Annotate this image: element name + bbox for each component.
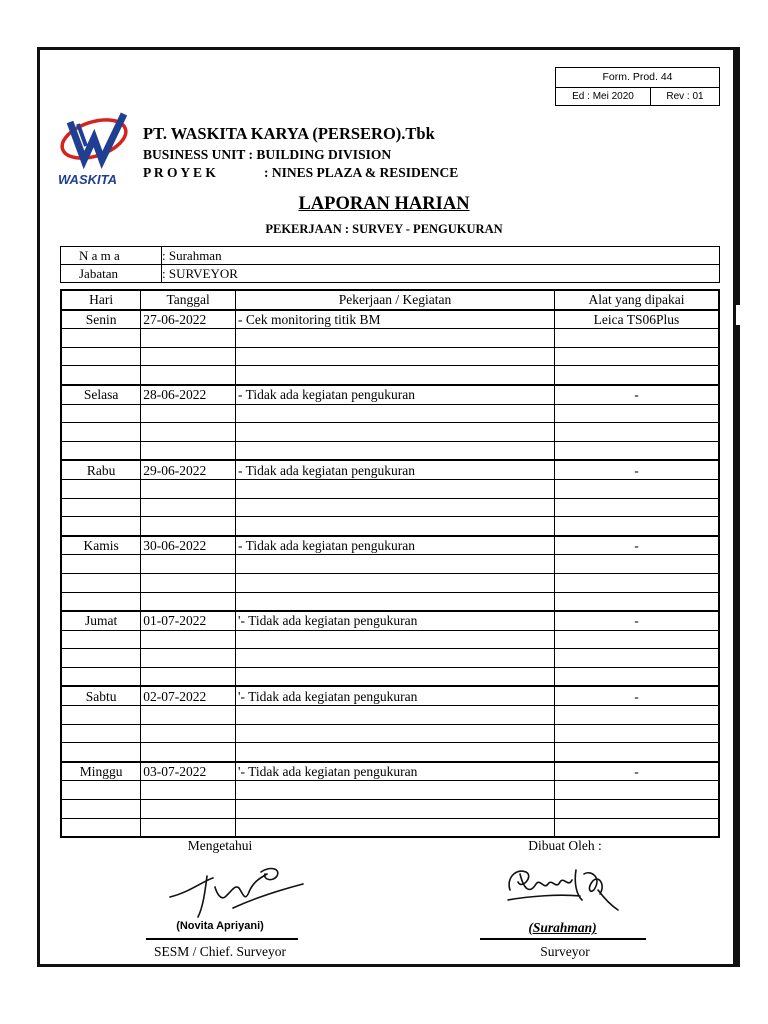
header-date: Tanggal	[141, 290, 236, 310]
empty-cell	[554, 800, 719, 819]
empty-cell	[236, 649, 555, 668]
date-cell: 02-07-2022	[141, 686, 236, 705]
empty-cell	[236, 517, 555, 536]
day-cell: Rabu	[61, 460, 141, 479]
logo-wordmark: WASKITA	[58, 172, 117, 187]
empty-cell	[554, 818, 719, 837]
table-row-blank	[61, 800, 719, 819]
left-signature-line	[146, 938, 298, 940]
position-value: : SURVEYOR	[162, 265, 720, 283]
date-cell: 01-07-2022	[141, 611, 236, 630]
day-cell: Senin	[61, 310, 141, 329]
header-tool: Alat yang dipakai	[554, 290, 719, 310]
empty-cell	[141, 573, 236, 592]
table-row-blank	[61, 743, 719, 762]
project-label: P R O Y E K	[143, 165, 216, 180]
table-row-blank	[61, 649, 719, 668]
table-row-blank	[61, 667, 719, 686]
form-edition: Ed : Mei 2020	[556, 88, 651, 106]
table-row-blank	[61, 366, 719, 385]
activity-cell: '- Tidak ada kegiatan pengukuran	[236, 762, 555, 781]
left-signer-name: (Novita Apriyani)	[176, 920, 264, 932]
empty-cell	[61, 555, 141, 574]
right-signer-name: (Surahman)	[528, 920, 597, 935]
position-label: Jabatan	[61, 265, 162, 283]
empty-cell	[61, 781, 141, 800]
empty-cell	[61, 498, 141, 517]
empty-cell	[61, 649, 141, 668]
right-signature	[500, 860, 625, 918]
empty-cell	[61, 404, 141, 423]
info-table	[60, 246, 720, 283]
table-row-blank	[61, 479, 719, 498]
activity-cell: - Cek monitoring titik BM	[236, 310, 555, 329]
table-row	[61, 310, 719, 329]
empty-cell	[61, 706, 141, 725]
left-caption: Mengetahui	[187, 838, 253, 853]
empty-cell	[141, 347, 236, 366]
empty-cell	[61, 347, 141, 366]
report-title: LAPORAN HARIAN	[298, 194, 470, 214]
table-row	[61, 385, 719, 404]
tool-cell: -	[554, 460, 719, 479]
left-signer-role: SESM / Chief. Surveyor	[153, 944, 286, 959]
empty-cell	[236, 724, 555, 743]
table-row-blank	[61, 630, 719, 649]
table-row-blank	[61, 555, 719, 574]
table-row-blank	[61, 724, 719, 743]
empty-cell	[554, 347, 719, 366]
empty-cell	[141, 800, 236, 819]
empty-cell	[554, 706, 719, 725]
header-day: Hari	[61, 290, 141, 310]
empty-cell	[236, 592, 555, 611]
empty-cell	[141, 781, 236, 800]
right-signer-role: Surveyor	[540, 944, 590, 959]
tool-cell: -	[554, 611, 719, 630]
left-signature	[165, 862, 310, 922]
day-cell: Jumat	[61, 611, 141, 630]
project-value: : NINES PLAZA & RESIDENCE	[264, 165, 459, 180]
empty-cell	[554, 479, 719, 498]
empty-cell	[141, 818, 236, 837]
right-edge-mark	[736, 47, 740, 305]
empty-cell	[554, 329, 719, 348]
empty-cell	[554, 667, 719, 686]
empty-cell	[236, 423, 555, 442]
day-cell: Selasa	[61, 385, 141, 404]
empty-cell	[61, 441, 141, 460]
empty-cell	[554, 630, 719, 649]
day-cell: Kamis	[61, 536, 141, 555]
tool-cell: -	[554, 762, 719, 781]
table-row-blank	[61, 592, 719, 611]
table-header-row	[61, 290, 719, 310]
empty-cell	[554, 404, 719, 423]
tool-cell: -	[554, 385, 719, 404]
empty-cell	[554, 441, 719, 460]
empty-cell	[61, 592, 141, 611]
empty-cell	[141, 366, 236, 385]
table-row-blank	[61, 347, 719, 366]
empty-cell	[61, 423, 141, 442]
empty-cell	[236, 706, 555, 725]
table-row-blank	[61, 818, 719, 837]
empty-cell	[61, 818, 141, 837]
table-row-blank	[61, 517, 719, 536]
date-cell: 28-06-2022	[141, 385, 236, 404]
table-row	[61, 762, 719, 781]
date-cell: 27-06-2022	[141, 310, 236, 329]
tool-cell: -	[554, 536, 719, 555]
activity-cell: - Tidak ada kegiatan pengukuran	[236, 460, 555, 479]
right-caption: Dibuat Oleh :	[528, 838, 602, 853]
empty-cell	[554, 573, 719, 592]
table-row	[61, 536, 719, 555]
day-cell: Minggu	[61, 762, 141, 781]
empty-cell	[236, 781, 555, 800]
empty-cell	[554, 498, 719, 517]
empty-cell	[61, 329, 141, 348]
empty-cell	[554, 743, 719, 762]
date-cell: 29-06-2022	[141, 460, 236, 479]
empty-cell	[236, 404, 555, 423]
table-row	[61, 460, 719, 479]
table-row-blank	[61, 404, 719, 423]
empty-cell	[554, 724, 719, 743]
table-row	[61, 686, 719, 705]
empty-cell	[141, 706, 236, 725]
form-revision: Rev : 01	[666, 91, 704, 102]
table-row-blank	[61, 573, 719, 592]
table-row-blank	[61, 498, 719, 517]
empty-cell	[61, 800, 141, 819]
empty-cell	[61, 517, 141, 536]
activity-cell: '- Tidak ada kegiatan pengukuran	[236, 611, 555, 630]
table-row	[61, 611, 719, 630]
form-code-box	[555, 67, 720, 106]
table-row-blank	[61, 441, 719, 460]
empty-cell	[554, 592, 719, 611]
empty-cell	[554, 555, 719, 574]
empty-cell	[236, 498, 555, 517]
empty-cell	[236, 441, 555, 460]
empty-cell	[141, 667, 236, 686]
table-row-blank	[61, 329, 719, 348]
name-label: N a m a	[61, 247, 162, 265]
report-subtitle: PEKERJAAN : SURVEY - PENGUKURAN	[265, 222, 503, 236]
day-cell: Sabtu	[61, 686, 141, 705]
empty-cell	[236, 800, 555, 819]
empty-cell	[236, 329, 555, 348]
empty-cell	[141, 630, 236, 649]
table-row-blank	[61, 423, 719, 442]
table-row-blank	[61, 781, 719, 800]
waskita-logo	[56, 108, 136, 188]
header-activity: Pekerjaan / Kegiatan	[236, 290, 555, 310]
empty-cell	[141, 404, 236, 423]
table-row-blank	[61, 706, 719, 725]
empty-cell	[236, 479, 555, 498]
empty-cell	[236, 366, 555, 385]
empty-cell	[554, 781, 719, 800]
empty-cell	[554, 649, 719, 668]
empty-cell	[61, 724, 141, 743]
activity-cell: - Tidak ada kegiatan pengukuran	[236, 536, 555, 555]
empty-cell	[236, 630, 555, 649]
empty-cell	[61, 667, 141, 686]
empty-cell	[61, 573, 141, 592]
tool-cell: -	[554, 686, 719, 705]
empty-cell	[141, 498, 236, 517]
empty-cell	[236, 818, 555, 837]
form-code: Form. Prod. 44	[556, 68, 719, 88]
empty-cell	[61, 630, 141, 649]
empty-cell	[141, 517, 236, 536]
empty-cell	[141, 743, 236, 762]
empty-cell	[141, 441, 236, 460]
tool-cell: Leica TS06Plus	[554, 310, 719, 329]
right-signature-line	[480, 938, 646, 940]
empty-cell	[141, 479, 236, 498]
activity-table	[60, 289, 720, 838]
empty-cell	[554, 366, 719, 385]
empty-cell	[554, 517, 719, 536]
empty-cell	[236, 573, 555, 592]
empty-cell	[61, 743, 141, 762]
empty-cell	[61, 366, 141, 385]
business-unit: BUSINESS UNIT : BUILDING DIVISION	[143, 147, 392, 162]
activity-cell: - Tidak ada kegiatan pengukuran	[236, 385, 555, 404]
empty-cell	[554, 423, 719, 442]
activity-cell: '- Tidak ada kegiatan pengukuran	[236, 686, 555, 705]
empty-cell	[236, 555, 555, 574]
right-edge-mark-lower	[736, 325, 740, 967]
project-line	[143, 165, 458, 181]
empty-cell	[141, 592, 236, 611]
date-cell: 03-07-2022	[141, 762, 236, 781]
empty-cell	[141, 555, 236, 574]
empty-cell	[141, 329, 236, 348]
date-cell: 30-06-2022	[141, 536, 236, 555]
empty-cell	[236, 667, 555, 686]
company-name: PT. WASKITA KARYA (PERSERO).Tbk	[143, 124, 435, 143]
empty-cell	[236, 743, 555, 762]
empty-cell	[61, 479, 141, 498]
empty-cell	[141, 724, 236, 743]
empty-cell	[141, 423, 236, 442]
empty-cell	[141, 649, 236, 668]
empty-cell	[236, 347, 555, 366]
name-value: : Surahman	[162, 247, 720, 265]
